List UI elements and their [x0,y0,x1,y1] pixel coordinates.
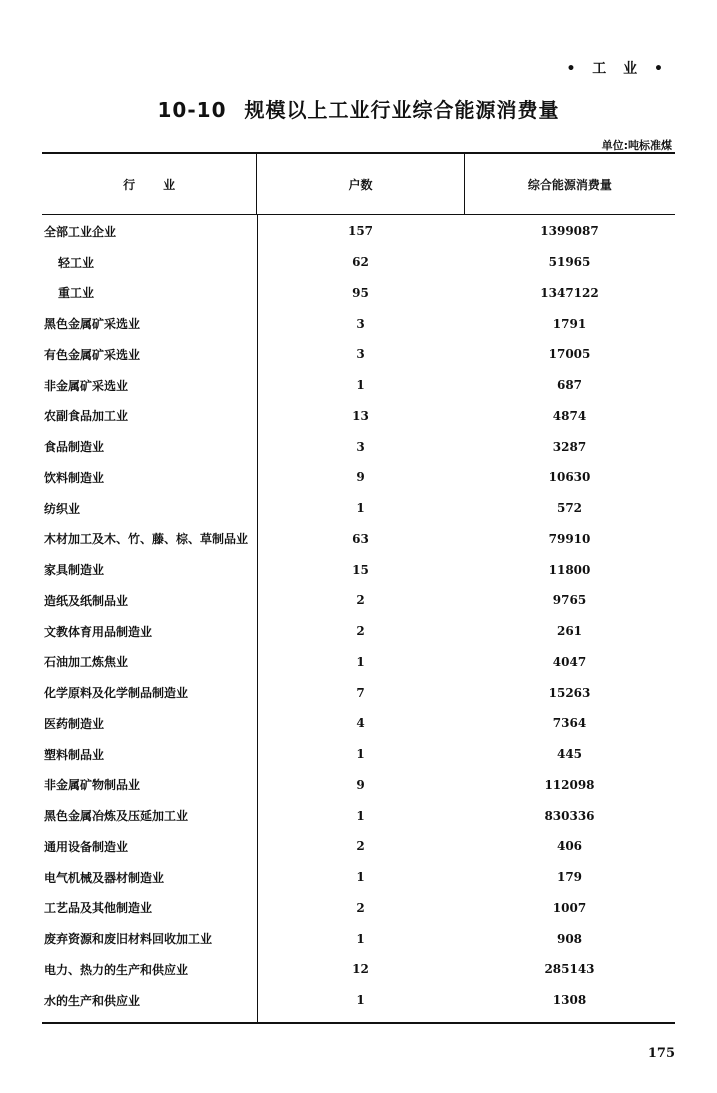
table-row [42,923,675,954]
energy-consumption: 11800 [548,562,591,577]
industry-name: 农副食品加工业 [44,409,129,424]
enterprise-count: 2 [356,624,365,639]
page-number: 175 [647,1046,675,1061]
enterprise-count: 2 [356,900,365,915]
enterprise-count: 1 [356,501,365,516]
unit-label: 单位:吨标准煤 [601,139,672,152]
industry-name: 塑料制品业 [44,747,105,762]
enterprise-count: 1 [356,747,365,762]
enterprise-count: 62 [352,255,369,270]
table-body [42,215,675,1022]
table-number: 10-10 [157,98,227,122]
energy-consumption: 1308 [552,993,587,1008]
energy-table [42,152,675,1024]
table-row [42,247,675,278]
energy-consumption: 4874 [552,408,587,423]
industry-name: 石油加工炼焦业 [44,655,129,670]
energy-consumption: 285143 [544,962,595,977]
enterprise-count: 3 [356,347,365,362]
industry-name: 有色金属矿采选业 [44,347,141,362]
enterprise-count: 3 [356,316,365,331]
energy-consumption: 1347122 [540,285,599,300]
energy-consumption: 17005 [548,347,591,362]
page-title [0,94,717,123]
table-header [42,154,675,215]
table-row [42,278,675,309]
enterprise-count: 12 [352,962,369,977]
enterprise-count: 13 [352,408,369,423]
energy-consumption: 51965 [548,255,591,270]
table-row [42,308,675,339]
table-title: 规模以上工业行业综合能源消费量 [244,98,560,122]
table-row [42,524,675,555]
enterprise-count: 1 [356,870,365,885]
industry-name: 木材加工及木、竹、藤、棕、草制品业 [44,532,249,547]
energy-consumption: 572 [556,501,583,516]
table-row [42,677,675,708]
energy-consumption: 1791 [552,316,587,331]
industry-name: 黑色金属矿采选业 [44,317,141,332]
table-row [42,339,675,370]
energy-consumption: 3287 [552,439,587,454]
energy-consumption: 9765 [552,593,587,608]
table-row [42,647,675,678]
enterprise-count: 1 [356,808,365,823]
table-row [42,862,675,893]
industry-name: 重工业 [58,286,95,301]
enterprise-count: 3 [356,439,365,454]
energy-consumption: 1399087 [540,224,599,239]
table-row [42,616,675,647]
enterprise-count: 95 [352,285,369,300]
table-row [42,370,675,401]
column-header-energy: 综合能源消费量 [464,154,675,214]
industry-name: 轻工业 [58,255,95,270]
enterprise-count: 1 [356,931,365,946]
section-tag: • 工 业 • [566,61,669,77]
enterprise-count: 1 [356,378,365,393]
table-row [42,554,675,585]
enterprise-count: 7 [356,685,365,700]
enterprise-count: 9 [356,777,365,792]
industry-name: 通用设备制造业 [44,839,129,854]
energy-consumption: 830336 [544,808,595,823]
energy-consumption: 406 [556,839,583,854]
enterprise-count: 63 [352,531,369,546]
enterprise-count: 9 [356,470,365,485]
industry-name: 非金属矿物制品业 [44,778,141,793]
industry-name: 化学原料及化学制品制造业 [44,686,189,701]
table-row [42,462,675,493]
table-row [42,431,675,462]
energy-consumption: 908 [556,931,583,946]
industry-name: 全部工业企业 [44,224,117,239]
table-row [42,216,675,247]
table-bottom-rule [42,1022,675,1024]
table-row [42,893,675,924]
table-row [42,800,675,831]
industry-name: 纺织业 [44,501,81,516]
energy-consumption: 112098 [544,777,595,792]
energy-consumption: 1007 [552,900,587,915]
industry-name: 电力、热力的生产和供应业 [44,962,189,977]
enterprise-count: 4 [356,716,365,731]
energy-consumption: 7364 [552,716,587,731]
enterprise-count: 2 [356,593,365,608]
industry-name: 造纸及纸制品业 [44,593,129,608]
table-row [42,770,675,801]
energy-consumption: 261 [556,624,583,639]
energy-consumption: 79910 [548,531,591,546]
industry-name: 水的生产和供应业 [44,993,141,1008]
table-row [42,585,675,616]
table-row [42,493,675,524]
column-header-count: 户数 [256,154,463,214]
table-row [42,708,675,739]
enterprise-count: 157 [347,224,374,239]
energy-consumption: 445 [556,747,583,762]
industry-name: 黑色金属冶炼及压延加工业 [44,809,189,824]
industry-name: 家具制造业 [44,563,105,578]
table-row [42,739,675,770]
industry-name: 食品制造业 [44,440,105,455]
energy-consumption: 15263 [548,685,591,700]
table-row [42,954,675,985]
table-row [42,831,675,862]
table-row [42,401,675,432]
industry-name: 非金属矿采选业 [44,378,129,393]
industry-name: 电气机械及器材制造业 [44,870,165,885]
enterprise-count: 1 [356,654,365,669]
column-header-industry: 行业 [123,177,204,192]
enterprise-count: 2 [356,839,365,854]
enterprise-count: 1 [356,993,365,1008]
industry-name: 医药制造业 [44,716,105,731]
enterprise-count: 15 [352,562,369,577]
industry-name: 工艺品及其他制造业 [44,901,153,916]
energy-consumption: 179 [556,870,583,885]
industry-name: 饮料制造业 [44,470,105,485]
industry-name: 文教体育用品制造业 [44,624,153,639]
column-divider [257,215,258,1022]
energy-consumption: 687 [556,378,583,393]
table-row [42,985,675,1016]
energy-consumption: 4047 [552,654,587,669]
energy-consumption: 10630 [548,470,591,485]
industry-name: 废弃资源和废旧材料回收加工业 [44,932,213,947]
